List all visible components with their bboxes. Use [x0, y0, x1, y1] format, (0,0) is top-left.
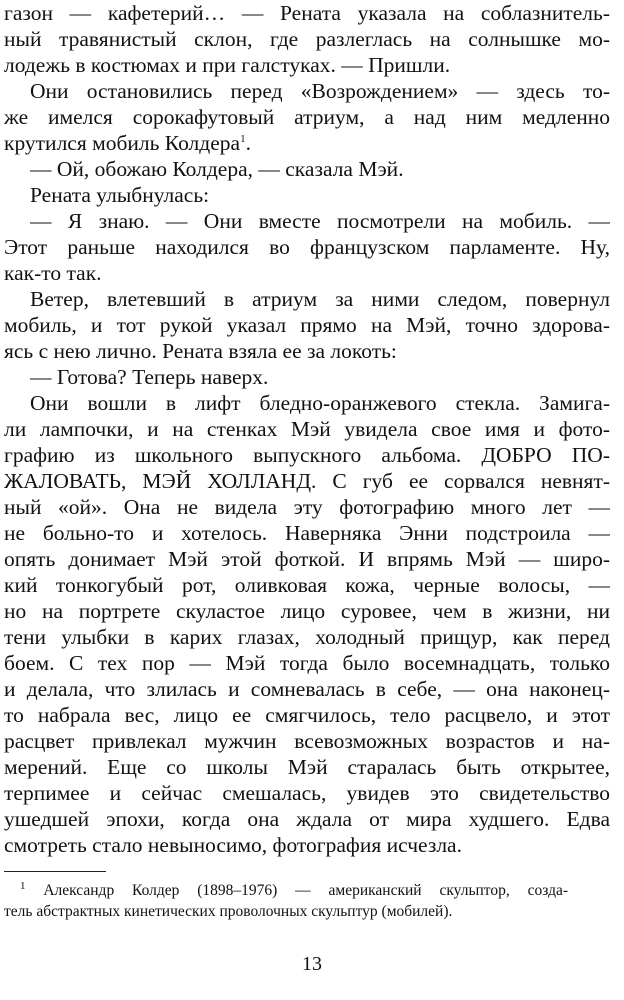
- text-line: как-то так.: [4, 261, 102, 285]
- footnote-marker: 1: [240, 132, 246, 145]
- text-line: газон — кафетерий… — Рената указала на соблазнитель-: [4, 1, 610, 25]
- text-line: опять донимает Мэй этой фоткой. И впрямь Мэй — широ-: [4, 547, 610, 571]
- text-line: — Я знаю. — Они вместе посмотрели на мобиль. —: [30, 209, 610, 233]
- text-line: кий тонкогубый рот, оливковая кожа, черные волосы, —: [4, 573, 610, 597]
- text-line: но на портрете скуластое лицо суровее, чем в жизни, ни: [4, 599, 610, 623]
- text-line: боем. С тех пор — Мэй тогда было восемнадцать, только: [4, 651, 610, 675]
- footnote-divider: [4, 871, 106, 872]
- text-line: терпимее и сейчас смешалась, увидев это свидетельство: [4, 781, 610, 805]
- footnote-line: [20, 880, 568, 901]
- text-line: ный травянистый склон, где разлеглась на солнышке мо-: [4, 27, 610, 51]
- text-line: Они остановились перед «Возрождением» — здесь то-: [30, 79, 610, 103]
- footnote-line: тель абстрактных кинетических проволочных скульптур (мобилей).: [4, 903, 453, 920]
- text-line: же имелся сорокафутовый атриум, а над ним медленно: [4, 105, 610, 129]
- text-line: ный «ой». Она не видела эту фотографию много лет —: [4, 495, 610, 519]
- text-line: мерений. Еще со школы Мэй старалась быть открытее,: [4, 755, 610, 779]
- text-line: Ветер, влетевший в атриум за ними следом, повернул: [30, 287, 610, 311]
- text-line: Этот раньше находился во французском парламенте. Ну,: [4, 235, 610, 259]
- text-line: расцвет привлекал мужчин всевозможных возрастов и на-: [4, 729, 610, 753]
- text-line: мобиль, и тот рукой указал прямо на Мэй, точно здорова-: [4, 313, 610, 337]
- text-line: и делала, что злилась и сомневалась в себе, — она наконец-: [4, 677, 610, 701]
- text-line: то набрала вес, лицо ее смягчилось, тело расцвело, и этот: [4, 703, 610, 727]
- text-line: ЖАЛОВАТЬ, МЭЙ ХОЛЛАНД. С губ ее сорвался невнят-: [4, 469, 610, 493]
- footnote-number: 1: [20, 880, 26, 892]
- text-line: смотреть стало невыносимо, фотография исчезла.: [4, 833, 462, 857]
- text-line: тени улыбки в карих глазах, холодный прищур, как перед: [4, 625, 610, 649]
- text-line: не больно-то и хотелось. Наверняка Энни подстроила —: [4, 521, 610, 545]
- page-number: 13: [302, 953, 322, 975]
- text-line: графию из школьного выпускного альбома. ДОБРО ПО-: [4, 443, 610, 467]
- text-line: Они вошли в лифт бледно-оранжевого стекла. Замига-: [30, 391, 610, 415]
- text-fragment: .: [245, 131, 251, 155]
- text-line: — Готова? Теперь наверх.: [30, 365, 269, 389]
- text-line: ясь с нею лично. Рената взяла ее за локоть:: [4, 339, 397, 363]
- text-line: ушедшей эпохи, когда она ждала от мира худшего. Едва: [4, 807, 610, 831]
- text-fragment: крутился мобиль Колдера: [4, 131, 241, 155]
- text-line: лодежь в костюмах и при галстуках. — Пришли.: [4, 53, 451, 77]
- text-line: ли лампочки, и на стенках Мэй увидела свое имя и фото-: [4, 417, 610, 441]
- text-line: [4, 130, 610, 156]
- footnote-text: Александр Колдер (1898–1976) — американский скульптор, созда-: [43, 882, 568, 899]
- text-line: Рената улыбнулась:: [30, 183, 210, 207]
- text-line: — Ой, обожаю Колдера, — сказала Мэй.: [30, 157, 404, 181]
